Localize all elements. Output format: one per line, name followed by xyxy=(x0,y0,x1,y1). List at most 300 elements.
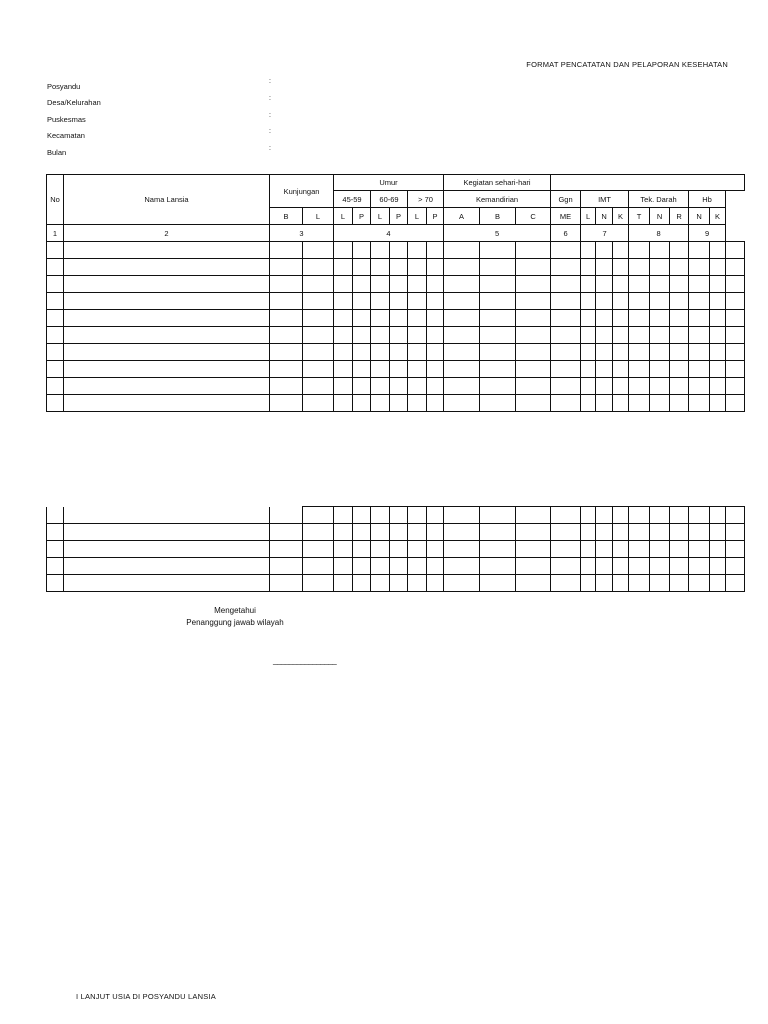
table-cell[interactable] xyxy=(629,378,650,395)
table-cell[interactable] xyxy=(516,361,551,378)
table-cell[interactable] xyxy=(303,378,334,395)
table-cell[interactable] xyxy=(270,310,303,327)
table-cell[interactable] xyxy=(390,558,408,575)
table-cell[interactable] xyxy=(689,310,710,327)
table-cell[interactable] xyxy=(444,507,480,524)
table-cell[interactable] xyxy=(710,361,726,378)
table-cell[interactable] xyxy=(710,293,726,310)
table-cell[interactable] xyxy=(670,575,689,592)
table-cell[interactable] xyxy=(726,259,745,276)
table-cell[interactable] xyxy=(710,327,726,344)
table-cell[interactable] xyxy=(444,361,480,378)
table-cell[interactable] xyxy=(64,395,270,412)
table-cell[interactable] xyxy=(408,293,427,310)
table-cell[interactable] xyxy=(629,310,650,327)
table-cell[interactable] xyxy=(444,259,480,276)
table-cell[interactable] xyxy=(581,378,596,395)
table-cell[interactable] xyxy=(726,361,745,378)
table-cell[interactable] xyxy=(444,293,480,310)
table-cell[interactable] xyxy=(613,327,629,344)
table-cell[interactable] xyxy=(689,293,710,310)
table-cell[interactable] xyxy=(334,558,353,575)
table-cell[interactable] xyxy=(371,310,390,327)
table-cell[interactable] xyxy=(551,541,581,558)
table-cell[interactable] xyxy=(390,541,408,558)
table-cell[interactable] xyxy=(689,524,710,541)
table-cell[interactable] xyxy=(516,524,551,541)
table-cell[interactable] xyxy=(427,361,444,378)
table-cell[interactable] xyxy=(64,344,270,361)
table-cell[interactable] xyxy=(726,558,745,575)
table-cell[interactable] xyxy=(596,327,613,344)
table-cell[interactable] xyxy=(613,395,629,412)
table-cell[interactable] xyxy=(334,361,353,378)
table-cell[interactable] xyxy=(408,259,427,276)
table-cell[interactable] xyxy=(371,293,390,310)
table-cell[interactable] xyxy=(726,395,745,412)
table-cell[interactable] xyxy=(596,507,613,524)
table-cell[interactable] xyxy=(303,575,334,592)
table-cell[interactable] xyxy=(390,242,408,259)
table-cell[interactable] xyxy=(726,293,745,310)
table-cell[interactable] xyxy=(650,541,670,558)
table-cell[interactable] xyxy=(710,276,726,293)
table-cell[interactable] xyxy=(444,378,480,395)
table-cell[interactable] xyxy=(613,276,629,293)
table-cell[interactable] xyxy=(581,361,596,378)
table-cell[interactable] xyxy=(390,276,408,293)
table-cell[interactable] xyxy=(64,361,270,378)
table-cell[interactable] xyxy=(303,293,334,310)
table-cell[interactable] xyxy=(408,378,427,395)
table-cell[interactable] xyxy=(390,293,408,310)
table-cell[interactable] xyxy=(303,276,334,293)
table-cell[interactable] xyxy=(581,575,596,592)
table-cell[interactable] xyxy=(516,378,551,395)
table-cell[interactable] xyxy=(408,575,427,592)
table-cell[interactable] xyxy=(47,395,64,412)
table-cell[interactable] xyxy=(303,310,334,327)
table-cell[interactable] xyxy=(629,259,650,276)
table-cell[interactable] xyxy=(353,276,371,293)
table-cell[interactable] xyxy=(427,276,444,293)
table-cell[interactable] xyxy=(270,344,303,361)
table-cell[interactable] xyxy=(710,378,726,395)
table-cell[interactable] xyxy=(427,378,444,395)
table-cell[interactable] xyxy=(689,378,710,395)
table-cell[interactable] xyxy=(726,541,745,558)
table-cell[interactable] xyxy=(334,310,353,327)
table-cell[interactable] xyxy=(480,541,516,558)
table-cell[interactable] xyxy=(581,541,596,558)
table-cell[interactable] xyxy=(444,276,480,293)
table-cell[interactable] xyxy=(303,558,334,575)
table-cell[interactable] xyxy=(371,327,390,344)
table-cell[interactable] xyxy=(408,310,427,327)
table-cell[interactable] xyxy=(270,242,303,259)
table-cell[interactable] xyxy=(47,524,64,541)
table-cell[interactable] xyxy=(551,361,581,378)
table-cell[interactable] xyxy=(670,541,689,558)
table-cell[interactable] xyxy=(353,575,371,592)
table-cell[interactable] xyxy=(551,344,581,361)
table-cell[interactable] xyxy=(390,395,408,412)
table-cell[interactable] xyxy=(710,259,726,276)
table-cell[interactable] xyxy=(551,524,581,541)
table-cell[interactable] xyxy=(551,327,581,344)
table-cell[interactable] xyxy=(47,327,64,344)
table-cell[interactable] xyxy=(551,395,581,412)
table-cell[interactable] xyxy=(613,507,629,524)
table-cell[interactable] xyxy=(710,524,726,541)
table-cell[interactable] xyxy=(689,327,710,344)
table-cell[interactable] xyxy=(613,558,629,575)
table-cell[interactable] xyxy=(516,507,551,524)
table-cell[interactable] xyxy=(551,310,581,327)
table-cell[interactable] xyxy=(670,395,689,412)
table-cell[interactable] xyxy=(581,507,596,524)
table-cell[interactable] xyxy=(596,310,613,327)
table-cell[interactable] xyxy=(390,575,408,592)
table-cell[interactable] xyxy=(516,276,551,293)
table-cell[interactable] xyxy=(581,310,596,327)
table-cell[interactable] xyxy=(551,242,581,259)
table-cell[interactable] xyxy=(334,293,353,310)
table-cell[interactable] xyxy=(64,293,270,310)
table-cell[interactable] xyxy=(444,395,480,412)
table-cell[interactable] xyxy=(480,344,516,361)
table-cell[interactable] xyxy=(371,558,390,575)
table-cell[interactable] xyxy=(47,242,64,259)
table-cell[interactable] xyxy=(726,327,745,344)
table-cell[interactable] xyxy=(613,293,629,310)
table-cell[interactable] xyxy=(47,276,64,293)
table-cell[interactable] xyxy=(270,327,303,344)
table-cell[interactable] xyxy=(551,558,581,575)
table-cell[interactable] xyxy=(303,361,334,378)
table-cell[interactable] xyxy=(670,242,689,259)
table-cell[interactable] xyxy=(650,293,670,310)
table-cell[interactable] xyxy=(390,524,408,541)
table-cell[interactable] xyxy=(726,575,745,592)
table-cell[interactable] xyxy=(270,558,303,575)
table-cell[interactable] xyxy=(480,242,516,259)
table-cell[interactable] xyxy=(596,242,613,259)
table-cell[interactable] xyxy=(613,242,629,259)
table-cell[interactable] xyxy=(47,558,64,575)
table-cell[interactable] xyxy=(581,395,596,412)
table-cell[interactable] xyxy=(581,293,596,310)
table-cell[interactable] xyxy=(64,575,270,592)
table-cell[interactable] xyxy=(390,327,408,344)
table-cell[interactable] xyxy=(516,327,551,344)
table-cell[interactable] xyxy=(47,344,64,361)
table-cell[interactable] xyxy=(710,395,726,412)
table-cell[interactable] xyxy=(581,558,596,575)
table-cell[interactable] xyxy=(427,507,444,524)
table-cell[interactable] xyxy=(689,507,710,524)
table-cell[interactable] xyxy=(371,276,390,293)
table-cell[interactable] xyxy=(689,259,710,276)
table-cell[interactable] xyxy=(613,361,629,378)
table-cell[interactable] xyxy=(480,361,516,378)
table-cell[interactable] xyxy=(596,259,613,276)
table-cell[interactable] xyxy=(726,524,745,541)
table-cell[interactable] xyxy=(480,276,516,293)
table-cell[interactable] xyxy=(444,524,480,541)
table-cell[interactable] xyxy=(670,378,689,395)
table-cell[interactable] xyxy=(650,327,670,344)
table-cell[interactable] xyxy=(408,558,427,575)
table-cell[interactable] xyxy=(47,361,64,378)
table-cell[interactable] xyxy=(334,575,353,592)
table-cell[interactable] xyxy=(334,541,353,558)
table-cell[interactable] xyxy=(629,524,650,541)
table-cell[interactable] xyxy=(689,344,710,361)
table-cell[interactable] xyxy=(427,575,444,592)
table-cell[interactable] xyxy=(303,259,334,276)
table-cell[interactable] xyxy=(516,259,551,276)
table-cell[interactable] xyxy=(629,558,650,575)
table-cell[interactable] xyxy=(629,575,650,592)
table-cell[interactable] xyxy=(371,541,390,558)
table-cell[interactable] xyxy=(64,242,270,259)
table-cell[interactable] xyxy=(480,507,516,524)
table-cell[interactable] xyxy=(371,242,390,259)
table-cell[interactable] xyxy=(64,524,270,541)
table-cell[interactable] xyxy=(581,524,596,541)
table-cell[interactable] xyxy=(427,327,444,344)
table-cell[interactable] xyxy=(551,276,581,293)
table-cell[interactable] xyxy=(670,361,689,378)
table-cell[interactable] xyxy=(371,378,390,395)
table-cell[interactable] xyxy=(726,507,745,524)
table-cell[interactable] xyxy=(581,259,596,276)
table-cell[interactable] xyxy=(427,395,444,412)
table-cell[interactable] xyxy=(390,310,408,327)
table-cell[interactable] xyxy=(516,293,551,310)
table-cell[interactable] xyxy=(650,524,670,541)
table-cell[interactable] xyxy=(353,293,371,310)
table-cell[interactable] xyxy=(334,242,353,259)
table-cell[interactable] xyxy=(689,242,710,259)
table-cell[interactable] xyxy=(480,558,516,575)
table-cell[interactable] xyxy=(371,575,390,592)
table-cell[interactable] xyxy=(480,327,516,344)
table-cell[interactable] xyxy=(710,344,726,361)
table-cell[interactable] xyxy=(353,361,371,378)
table-cell[interactable] xyxy=(689,395,710,412)
table-cell[interactable] xyxy=(650,361,670,378)
table-cell[interactable] xyxy=(650,276,670,293)
table-cell[interactable] xyxy=(670,344,689,361)
table-cell[interactable] xyxy=(480,293,516,310)
table-cell[interactable] xyxy=(726,378,745,395)
table-cell[interactable] xyxy=(270,575,303,592)
table-cell[interactable] xyxy=(596,276,613,293)
table-cell[interactable] xyxy=(334,327,353,344)
table-cell[interactable] xyxy=(64,558,270,575)
table-cell[interactable] xyxy=(629,293,650,310)
table-cell[interactable] xyxy=(303,344,334,361)
table-cell[interactable] xyxy=(408,541,427,558)
table-cell[interactable] xyxy=(629,276,650,293)
table-cell[interactable] xyxy=(334,378,353,395)
table-cell[interactable] xyxy=(516,395,551,412)
table-cell[interactable] xyxy=(650,242,670,259)
table-cell[interactable] xyxy=(581,344,596,361)
table-cell[interactable] xyxy=(551,378,581,395)
table-cell[interactable] xyxy=(516,575,551,592)
table-cell[interactable] xyxy=(270,541,303,558)
table-cell[interactable] xyxy=(581,327,596,344)
table-cell[interactable] xyxy=(353,242,371,259)
table-cell[interactable] xyxy=(596,395,613,412)
table-cell[interactable] xyxy=(334,395,353,412)
table-cell[interactable] xyxy=(444,575,480,592)
table-cell[interactable] xyxy=(427,558,444,575)
table-cell[interactable] xyxy=(47,378,64,395)
table-cell[interactable] xyxy=(47,293,64,310)
table-cell[interactable] xyxy=(270,395,303,412)
table-cell[interactable] xyxy=(551,259,581,276)
table-cell[interactable] xyxy=(371,524,390,541)
table-cell[interactable] xyxy=(353,395,371,412)
table-cell[interactable] xyxy=(270,276,303,293)
table-cell[interactable] xyxy=(596,378,613,395)
table-cell[interactable] xyxy=(371,361,390,378)
table-cell[interactable] xyxy=(408,361,427,378)
table-cell[interactable] xyxy=(596,575,613,592)
table-cell[interactable] xyxy=(629,242,650,259)
table-cell[interactable] xyxy=(270,507,303,524)
table-cell[interactable] xyxy=(371,507,390,524)
table-cell[interactable] xyxy=(650,575,670,592)
table-cell[interactable] xyxy=(581,276,596,293)
table-cell[interactable] xyxy=(629,395,650,412)
table-cell[interactable] xyxy=(596,293,613,310)
table-cell[interactable] xyxy=(47,541,64,558)
table-cell[interactable] xyxy=(516,344,551,361)
table-cell[interactable] xyxy=(408,327,427,344)
table-cell[interactable] xyxy=(516,242,551,259)
table-cell[interactable] xyxy=(427,344,444,361)
table-cell[interactable] xyxy=(353,259,371,276)
table-cell[interactable] xyxy=(64,327,270,344)
table-cell[interactable] xyxy=(444,344,480,361)
table-cell[interactable] xyxy=(726,310,745,327)
table-cell[interactable] xyxy=(270,259,303,276)
table-cell[interactable] xyxy=(596,541,613,558)
table-cell[interactable] xyxy=(444,310,480,327)
table-cell[interactable] xyxy=(64,507,270,524)
table-cell[interactable] xyxy=(613,259,629,276)
table-cell[interactable] xyxy=(353,378,371,395)
table-cell[interactable] xyxy=(726,276,745,293)
table-cell[interactable] xyxy=(670,310,689,327)
table-cell[interactable] xyxy=(689,361,710,378)
table-cell[interactable] xyxy=(650,310,670,327)
table-cell[interactable] xyxy=(670,276,689,293)
table-cell[interactable] xyxy=(650,395,670,412)
table-cell[interactable] xyxy=(670,293,689,310)
table-cell[interactable] xyxy=(650,259,670,276)
table-cell[interactable] xyxy=(670,507,689,524)
table-cell[interactable] xyxy=(334,276,353,293)
table-cell[interactable] xyxy=(613,575,629,592)
table-cell[interactable] xyxy=(427,524,444,541)
table-cell[interactable] xyxy=(408,276,427,293)
table-cell[interactable] xyxy=(427,242,444,259)
table-cell[interactable] xyxy=(710,558,726,575)
table-cell[interactable] xyxy=(427,541,444,558)
table-cell[interactable] xyxy=(353,310,371,327)
table-cell[interactable] xyxy=(650,344,670,361)
table-cell[interactable] xyxy=(334,344,353,361)
table-cell[interactable] xyxy=(516,310,551,327)
table-cell[interactable] xyxy=(64,541,270,558)
table-cell[interactable] xyxy=(613,344,629,361)
table-cell[interactable] xyxy=(334,507,353,524)
table-cell[interactable] xyxy=(303,507,334,524)
table-cell[interactable] xyxy=(334,259,353,276)
table-cell[interactable] xyxy=(64,310,270,327)
table-cell[interactable] xyxy=(551,507,581,524)
table-cell[interactable] xyxy=(613,378,629,395)
table-cell[interactable] xyxy=(480,310,516,327)
table-cell[interactable] xyxy=(334,524,353,541)
table-cell[interactable] xyxy=(689,558,710,575)
table-cell[interactable] xyxy=(390,507,408,524)
table-cell[interactable] xyxy=(726,242,745,259)
table-cell[interactable] xyxy=(480,575,516,592)
table-cell[interactable] xyxy=(408,507,427,524)
table-cell[interactable] xyxy=(581,242,596,259)
table-cell[interactable] xyxy=(551,575,581,592)
table-cell[interactable] xyxy=(629,327,650,344)
table-cell[interactable] xyxy=(629,507,650,524)
table-cell[interactable] xyxy=(353,524,371,541)
table-cell[interactable] xyxy=(480,524,516,541)
table-cell[interactable] xyxy=(629,344,650,361)
table-cell[interactable] xyxy=(427,259,444,276)
table-cell[interactable] xyxy=(303,395,334,412)
table-cell[interactable] xyxy=(303,242,334,259)
table-cell[interactable] xyxy=(47,575,64,592)
table-cell[interactable] xyxy=(47,310,64,327)
table-cell[interactable] xyxy=(551,293,581,310)
table-cell[interactable] xyxy=(650,558,670,575)
table-cell[interactable] xyxy=(480,395,516,412)
table-cell[interactable] xyxy=(353,327,371,344)
table-cell[interactable] xyxy=(427,310,444,327)
table-cell[interactable] xyxy=(353,558,371,575)
table-cell[interactable] xyxy=(689,541,710,558)
table-cell[interactable] xyxy=(629,541,650,558)
table-cell[interactable] xyxy=(47,259,64,276)
table-cell[interactable] xyxy=(710,541,726,558)
table-cell[interactable] xyxy=(596,524,613,541)
table-cell[interactable] xyxy=(444,558,480,575)
table-cell[interactable] xyxy=(710,242,726,259)
table-cell[interactable] xyxy=(303,327,334,344)
table-cell[interactable] xyxy=(353,344,371,361)
table-cell[interactable] xyxy=(408,524,427,541)
table-cell[interactable] xyxy=(596,344,613,361)
table-cell[interactable] xyxy=(613,524,629,541)
table-cell[interactable] xyxy=(303,541,334,558)
table-cell[interactable] xyxy=(710,507,726,524)
